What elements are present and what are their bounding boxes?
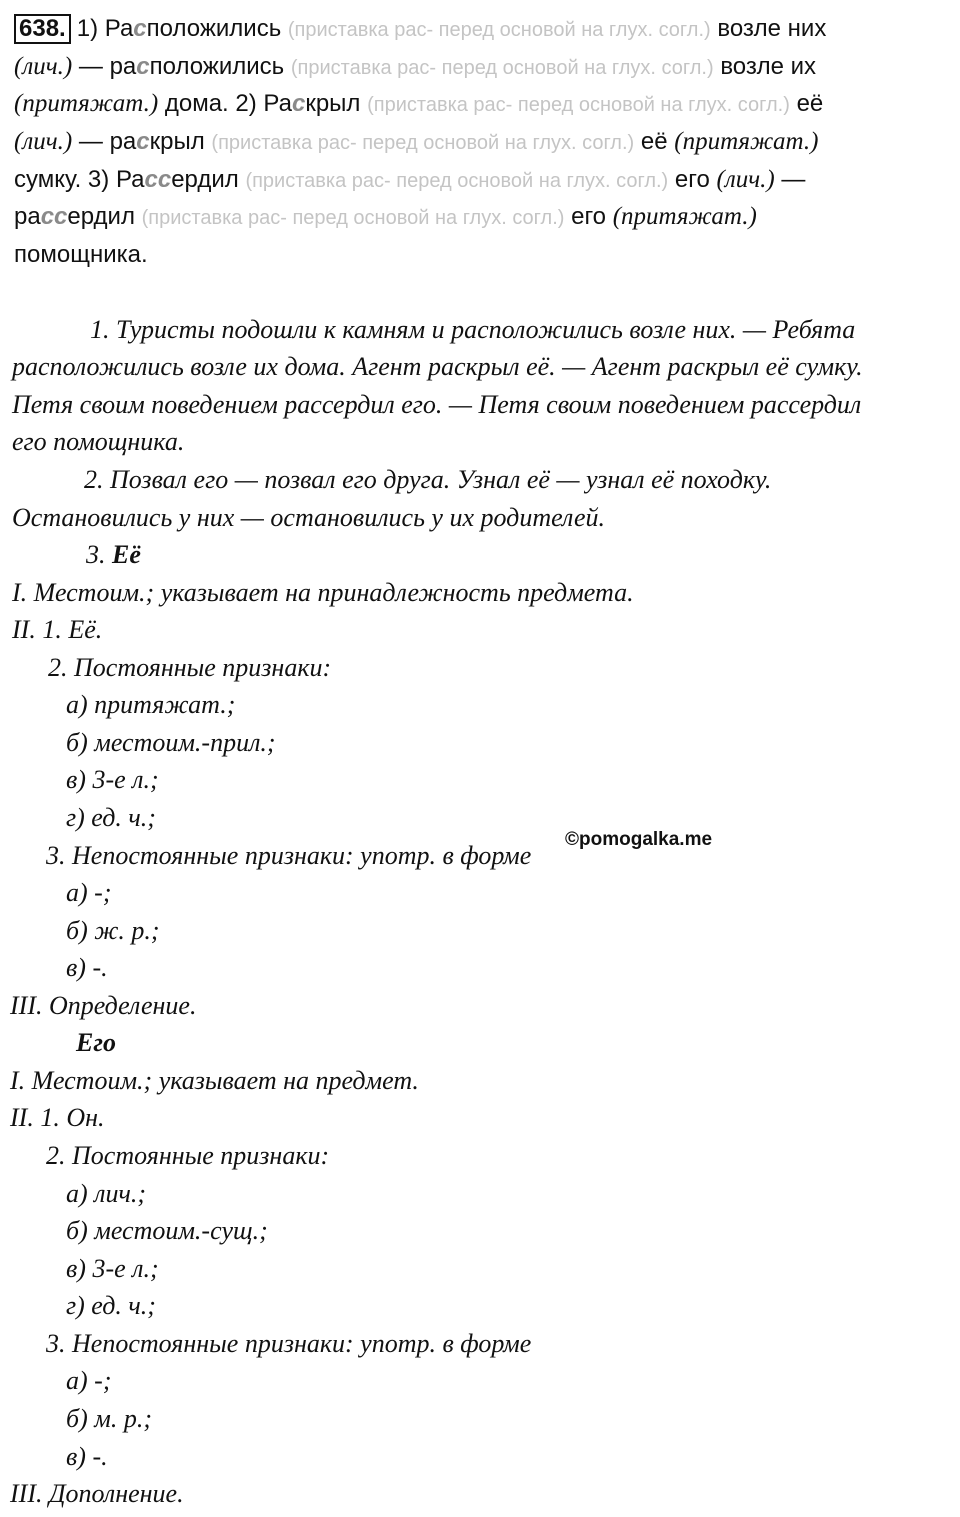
highlight-letter: с bbox=[136, 128, 150, 155]
text: — ра bbox=[72, 128, 137, 155]
text: его bbox=[571, 203, 607, 230]
highlight-letter: с bbox=[291, 90, 306, 117]
italic-note: (притяжат.) bbox=[612, 203, 757, 230]
watermark: ©pomogalka.me bbox=[565, 829, 713, 850]
body-line: 2. Позвал его — позвал его друга. Узнал её — узнал её походку. bbox=[84, 465, 772, 494]
analysis-line: б) местоим.-сущ.; bbox=[66, 1216, 268, 1245]
text: возле их bbox=[720, 53, 817, 80]
text: ра bbox=[14, 203, 41, 230]
text: ердил bbox=[171, 166, 239, 193]
analysis-line: в) -. bbox=[66, 1442, 108, 1471]
text: 1) Ра bbox=[76, 15, 134, 42]
analysis-line: б) м. р.; bbox=[66, 1404, 152, 1433]
analysis-line: III. Определение. bbox=[10, 991, 197, 1020]
highlight-letter: сс bbox=[40, 203, 68, 230]
grey-note: (приставка рас- перед основой на глух. согл.) bbox=[211, 132, 635, 154]
exercise-line-7 bbox=[14, 241, 148, 269]
italic-note: (лич.) bbox=[716, 166, 775, 193]
highlight-letter: с bbox=[133, 15, 147, 42]
exercise-line-1 bbox=[14, 14, 826, 44]
exercise-line-3 bbox=[14, 90, 823, 118]
text: её bbox=[796, 90, 824, 117]
italic-note: (притяжат.) bbox=[674, 128, 819, 155]
analysis-line: I. Местоим.; указывает на принадлежность предмета. bbox=[12, 578, 634, 607]
analysis-line: б) ж. р.; bbox=[66, 916, 160, 945]
analysis-line: а) -; bbox=[66, 1366, 112, 1395]
text: — bbox=[774, 166, 806, 193]
text: крыл bbox=[149, 128, 205, 155]
analyzed-word: Его bbox=[76, 1028, 116, 1057]
grey-note: (приставка рас- перед основой на глух. согл.) bbox=[141, 207, 565, 229]
highlight-letter: сс bbox=[144, 166, 172, 193]
exercise-line-6 bbox=[14, 203, 757, 231]
grey-note: (приставка рас- перед основой на глух. согл.) bbox=[367, 94, 790, 116]
analysis-line: а) притяжат.; bbox=[66, 690, 236, 719]
text: крыл bbox=[305, 90, 361, 117]
italic-note: (притяжат.) bbox=[14, 90, 159, 117]
analysis-line: 2. Постоянные признаки: bbox=[46, 1141, 330, 1170]
exercise-line-4 bbox=[14, 128, 818, 156]
analysis-line: II. 1. Её. bbox=[12, 615, 103, 644]
text: положились bbox=[146, 15, 282, 42]
exercise-line-2 bbox=[14, 53, 816, 81]
body-line: расположились возле их дома. Агент раскрыл её. — Агент раскрыл её сумку. bbox=[12, 352, 863, 381]
item-label: 3. bbox=[86, 540, 112, 569]
analyzed-word: Её bbox=[112, 540, 141, 569]
text: сумку. 3) Ра bbox=[14, 166, 145, 193]
italic-note: (лич.) bbox=[14, 128, 73, 155]
text: её bbox=[640, 128, 668, 155]
analysis-line: III. Дополнение. bbox=[10, 1479, 184, 1508]
exercise-line-5 bbox=[14, 166, 805, 194]
body-line: Петя своим поведением рассердил его. — Петя своим поведением рассердил bbox=[12, 390, 862, 419]
text: помощника. bbox=[14, 241, 148, 268]
analysis-line: I. Местоим.; указывает на предмет. bbox=[10, 1066, 419, 1095]
text: дома. 2) Ра bbox=[158, 90, 292, 117]
text: его bbox=[674, 166, 710, 193]
analysis-line: г) ед. ч.; bbox=[66, 1291, 156, 1320]
text: ердил bbox=[67, 203, 135, 230]
analysis-line: б) местоим.-прил.; bbox=[66, 728, 276, 757]
italic-note: (лич.) bbox=[14, 53, 73, 80]
grey-note: (приставка рас- перед основой на глух. согл.) bbox=[287, 19, 711, 41]
body-line: его помощника. bbox=[12, 427, 185, 456]
grey-note: (приставка рас- перед основой на глух. согл.) bbox=[245, 170, 669, 192]
analysis-line: в) 3-е л.; bbox=[66, 765, 159, 794]
grey-note: (приставка рас- перед основой на глух. согл.) bbox=[290, 57, 714, 79]
highlight-letter: с bbox=[136, 53, 150, 80]
analysis-heading bbox=[86, 540, 141, 570]
text: — ра bbox=[72, 53, 137, 80]
body-line: Остановились у них — остановились у их родителей. bbox=[12, 503, 606, 532]
analysis-line: II. 1. Он. bbox=[10, 1103, 105, 1132]
analysis-line: 3. Непостоянные признаки: употр. в форме bbox=[46, 841, 532, 870]
analysis-line: 3. Непостоянные признаки: употр. в форме bbox=[46, 1329, 532, 1358]
text: возле них bbox=[717, 15, 827, 42]
analysis-line: г) ед. ч.; bbox=[66, 803, 156, 832]
analysis-line: а) лич.; bbox=[66, 1179, 147, 1208]
analysis-line: а) -; bbox=[66, 878, 112, 907]
analysis-line: в) 3-е л.; bbox=[66, 1254, 159, 1283]
exercise-number: 638. bbox=[14, 14, 71, 44]
analysis-line: 2. Постоянные признаки: bbox=[48, 653, 332, 682]
text: положились bbox=[149, 53, 285, 80]
body-line: 1. Туристы подошли к камням и расположились возле них. — Ребята bbox=[90, 315, 856, 344]
analysis-line: в) -. bbox=[66, 953, 108, 982]
